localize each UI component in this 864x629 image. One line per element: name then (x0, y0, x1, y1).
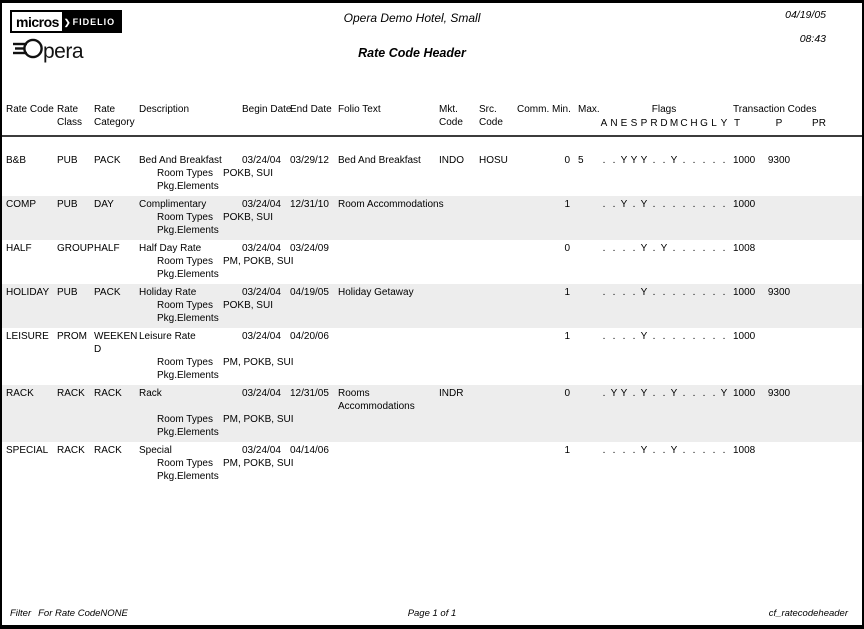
rate-code-cell: RACK (6, 388, 34, 399)
col-begin-date: Begin Date (242, 104, 292, 115)
flag-value: Y (640, 287, 648, 298)
pkg-elements-line (2, 268, 862, 281)
report-header (2, 3, 862, 99)
flag-value: . (722, 243, 726, 254)
flag-value: . (652, 388, 656, 399)
fidelio-label: FIDELIO (72, 16, 116, 27)
rate-category-cell: RACK (94, 388, 122, 399)
pkg-elements-line (2, 312, 862, 325)
min-cell: 0 (564, 155, 570, 166)
flag-value: . (632, 199, 636, 210)
description-cell: Rack (139, 388, 162, 399)
min-cell: 1 (564, 331, 570, 342)
room-types-value: POKB, SUI (222, 168, 273, 179)
txn-code-p-cell: 9300 (767, 155, 791, 166)
table-header (2, 99, 862, 137)
room-types-value: PM, POKB, SUI (222, 458, 294, 469)
flag-letter: G (700, 118, 708, 129)
pkg-elements-label: Pkg.Elements (157, 225, 219, 236)
txn-subcol-letter: P (775, 118, 783, 129)
rate-code-cell: COMP (6, 199, 36, 210)
col-flags: Flags A N E S P R D M C H G L Y (600, 104, 728, 129)
room-types-line (2, 255, 862, 268)
flag-letter: P (640, 118, 648, 129)
flag-letters-row (599, 117, 729, 130)
flag-value: . (602, 388, 606, 399)
room-types-label: Room Types (157, 414, 213, 425)
flag-letter: D (660, 118, 668, 129)
rate-category-cell: RACK (94, 445, 122, 456)
flag-value: . (622, 331, 626, 342)
report-date: 04/19/05 (785, 9, 826, 21)
description-cell: Leisure Rate (139, 331, 196, 342)
flag-value: . (722, 155, 726, 166)
flag-value: . (662, 287, 666, 298)
flag-value: . (632, 388, 636, 399)
flag-value: . (662, 199, 666, 210)
flag-value: . (692, 388, 696, 399)
pkg-elements-label: Pkg.Elements (157, 181, 219, 192)
flag-value: . (652, 155, 656, 166)
mkt-code-cell: INDO (439, 155, 464, 166)
flag-value: . (652, 243, 656, 254)
flags-cell (599, 387, 729, 400)
rate-class-cell: PUB (57, 199, 78, 210)
max-cell: 5 (578, 155, 584, 166)
end-date-cell: 04/19/05 (290, 287, 329, 298)
room-types-value: PM, POKB, SUI (222, 414, 294, 425)
flags-cell (599, 242, 729, 255)
flag-value: Y (640, 445, 648, 456)
mkt-code-cell: INDR (439, 388, 464, 399)
col-max: Max. (578, 104, 600, 115)
src-code-cell: HOSU (479, 155, 508, 166)
room-types-label: Room Types (157, 300, 213, 311)
pkg-elements-line (2, 426, 862, 439)
flags-cell (599, 330, 729, 343)
flag-value: . (602, 199, 606, 210)
rate-category-cell: WEEKEND (94, 331, 138, 355)
rate-class-cell: PROM (57, 331, 87, 342)
flag-value: Y (630, 155, 638, 166)
room-types-value: PM, POKB, SUI (222, 256, 294, 267)
flag-value: . (722, 287, 726, 298)
txn-code-t-cell: 1008 (733, 445, 756, 456)
folio-text-cell (338, 387, 437, 413)
room-types-label: Room Types (157, 168, 213, 179)
rate-code-cell: HALF (6, 243, 32, 254)
flag-value: Y (640, 199, 648, 210)
flag-value: . (692, 445, 696, 456)
flags-cell (599, 286, 729, 299)
pkg-elements-label: Pkg.Elements (157, 313, 219, 324)
begin-date-cell: 03/24/04 (242, 155, 281, 166)
flag-value: . (662, 388, 666, 399)
flag-value: . (702, 388, 706, 399)
col-comm: Comm. (517, 104, 550, 115)
rate-class-cell: GROUP (57, 243, 94, 254)
description-cell: Bed And Breakfast (139, 155, 222, 166)
flag-value: . (682, 445, 686, 456)
flag-value: . (612, 331, 616, 342)
col-rate-category: Rate Category (94, 104, 135, 128)
flag-letter: S (630, 118, 638, 129)
pkg-elements-line (2, 180, 862, 193)
flag-value: . (622, 243, 626, 254)
flag-value: . (602, 243, 606, 254)
col-mkt-code: Mkt. Code (439, 104, 463, 128)
flags-cell (599, 444, 729, 457)
col-rate-code: Rate Code (6, 104, 54, 115)
row-main-line (2, 242, 862, 255)
flag-value: . (622, 287, 626, 298)
flag-value: . (682, 243, 686, 254)
table-row (2, 385, 862, 442)
flag-value: . (662, 155, 666, 166)
rate-code-cell: HOLIDAY (6, 287, 50, 298)
pkg-elements-line (2, 224, 862, 237)
room-types-line (2, 211, 862, 224)
row-main-line (2, 444, 862, 457)
txn-subcol-letter: T (734, 118, 741, 129)
rate-class-cell: RACK (57, 388, 85, 399)
flag-letter: M (669, 118, 679, 129)
txn-letters-row (729, 117, 839, 130)
flag-value: Y (670, 445, 678, 456)
hotel-name: Opera Demo Hotel, Small (343, 11, 481, 25)
flag-value: . (612, 287, 616, 298)
flag-value: . (692, 287, 696, 298)
row-main-line (2, 154, 862, 167)
flag-value: . (632, 243, 636, 254)
flag-value: . (712, 243, 716, 254)
flag-value: . (602, 155, 606, 166)
page-number: Page 1 of 1 (407, 608, 457, 619)
flag-value: . (722, 445, 726, 456)
flag-letter: L (711, 118, 717, 129)
filter-label: Filter (10, 608, 32, 619)
flag-value: Y (610, 388, 618, 399)
flag-letter: Y (720, 118, 728, 129)
flag-value: . (612, 199, 616, 210)
description-cell: Half Day Rate (139, 243, 202, 254)
flag-value: Y (640, 155, 648, 166)
txn-subcol-letter: PR (812, 118, 826, 129)
row-main-line (2, 387, 862, 413)
flag-value: . (632, 331, 636, 342)
description-cell: Complimentary (139, 199, 207, 210)
room-types-line (2, 299, 862, 312)
flag-value: . (682, 199, 686, 210)
datetime-block (785, 9, 826, 45)
flag-value: . (702, 199, 706, 210)
report-id: cf_ratecodeheader (768, 608, 848, 619)
room-types-label: Room Types (157, 212, 213, 223)
room-types-line (2, 457, 862, 470)
description-cell: Special (139, 445, 172, 456)
min-cell: 0 (564, 243, 570, 254)
min-cell: 0 (564, 388, 570, 399)
flag-letter: H (690, 118, 698, 129)
flag-letter: N (610, 118, 618, 129)
col-src-code: Src. Code (479, 104, 503, 128)
row-main-line (2, 198, 862, 211)
folio-text-line: Room Accommodations (338, 199, 444, 210)
table-row (2, 442, 862, 486)
flag-value: . (682, 388, 686, 399)
flag-value: . (602, 445, 606, 456)
txn-code-p-cell: 9300 (767, 388, 791, 399)
pkg-elements-label: Pkg.Elements (157, 370, 219, 381)
room-types-label: Room Types (157, 256, 213, 267)
col-description: Description (139, 104, 190, 115)
flag-value: . (712, 388, 716, 399)
flag-value: . (672, 199, 676, 210)
min-cell: 1 (564, 287, 570, 298)
folio-text-line: Rooms (338, 388, 370, 399)
col-transaction-codes: Transaction Codes T P PR (729, 103, 839, 130)
row-main-line (2, 330, 862, 356)
flag-value: . (712, 331, 716, 342)
flag-value: Y (660, 243, 668, 254)
room-types-line (2, 356, 862, 369)
col-folio-text: Folio Text (338, 104, 381, 115)
end-date-cell: 12/31/10 (290, 199, 329, 210)
flags-cell (599, 198, 729, 211)
flag-value: . (682, 331, 686, 342)
flags-cell (599, 154, 729, 167)
txn-code-p-cell: 9300 (767, 287, 791, 298)
flag-value: . (692, 155, 696, 166)
flag-value: . (722, 331, 726, 342)
flag-letter: R (650, 118, 658, 129)
flag-value: . (672, 287, 676, 298)
txn-code-t-cell: 1000 (733, 287, 756, 298)
flag-value: . (662, 331, 666, 342)
end-date-cell: 03/29/12 (290, 155, 329, 166)
table-row (2, 284, 862, 328)
table-row (2, 328, 862, 385)
table-row (2, 196, 862, 240)
folio-text-cell (338, 198, 444, 211)
opera-logo-text: pera (43, 39, 84, 63)
flag-value: Y (640, 388, 648, 399)
col-end-date: End Date (290, 104, 332, 115)
rate-class-cell: PUB (57, 287, 78, 298)
filter-value: For Rate CodeNONE (38, 608, 128, 619)
flag-letter: E (620, 118, 628, 129)
table-body (2, 152, 862, 486)
begin-date-cell: 03/24/04 (242, 199, 281, 210)
pkg-elements-line (2, 369, 862, 382)
room-types-label: Room Types (157, 458, 213, 469)
txn-code-t-cell: 1008 (733, 243, 756, 254)
flag-value: . (672, 331, 676, 342)
flag-value: . (612, 445, 616, 456)
flag-value: . (712, 445, 716, 456)
pkg-elements-label: Pkg.Elements (157, 427, 219, 438)
folio-text-cell (338, 154, 437, 167)
flag-value: . (672, 243, 676, 254)
folio-text-line: Holiday Getaway (338, 287, 414, 298)
flag-value: . (712, 199, 716, 210)
flag-value: Y (620, 388, 628, 399)
flag-value: . (652, 445, 656, 456)
begin-date-cell: 03/24/04 (242, 243, 281, 254)
rate-category-cell: DAY (94, 199, 114, 210)
flag-value: . (712, 155, 716, 166)
rate-code-cell: B&B (6, 155, 27, 166)
room-types-label: Room Types (157, 357, 213, 368)
room-types-value: POKB, SUI (222, 212, 273, 223)
flag-value: . (702, 287, 706, 298)
flag-value: . (722, 199, 726, 210)
report-time: 08:43 (799, 33, 826, 45)
txn-code-t-cell: 1000 (733, 331, 756, 342)
folio-text-line: Bed And Breakfast (338, 155, 421, 166)
pkg-elements-label: Pkg.Elements (157, 471, 219, 482)
flag-value: . (662, 445, 666, 456)
table-row (2, 240, 862, 284)
rate-class-cell: RACK (57, 445, 85, 456)
room-types-line (2, 167, 862, 180)
flag-value: . (692, 199, 696, 210)
report-footer (2, 608, 862, 620)
txn-code-t-cell: 1000 (733, 388, 756, 399)
filter-block (10, 608, 128, 619)
col-rate-class: Rate Class (57, 104, 83, 128)
page-title: Rate Code Header (358, 46, 466, 60)
folio-text-cell (338, 286, 437, 299)
flag-value: Y (670, 155, 678, 166)
end-date-cell: 04/14/06 (290, 445, 329, 456)
flag-value: . (682, 287, 686, 298)
pkg-elements-line (2, 470, 862, 483)
flag-value: . (612, 155, 616, 166)
txn-code-t-cell: 1000 (733, 155, 756, 166)
flag-value: . (602, 287, 606, 298)
end-date-cell: 03/24/09 (290, 243, 329, 254)
room-types-line (2, 413, 862, 426)
flag-letter: C (680, 118, 688, 129)
flag-value: . (702, 445, 706, 456)
rate-category-cell: PACK (94, 287, 121, 298)
room-types-value: POKB, SUI (222, 300, 273, 311)
flag-value: . (692, 243, 696, 254)
flag-value: Y (670, 388, 678, 399)
description-cell: Holiday Rate (139, 287, 197, 298)
flag-value: . (612, 243, 616, 254)
begin-date-cell: 03/24/04 (242, 445, 281, 456)
table-row (2, 152, 862, 196)
rate-code-cell: LEISURE (6, 331, 49, 342)
flag-value: . (702, 155, 706, 166)
flag-value: . (652, 287, 656, 298)
flag-value: . (632, 287, 636, 298)
folio-text-line: Accommodations (338, 401, 415, 412)
flag-value: . (712, 287, 716, 298)
begin-date-cell: 03/24/04 (242, 287, 281, 298)
rate-category-cell: HALF (94, 243, 120, 254)
flag-value: . (652, 199, 656, 210)
micros-logo-text: micros (12, 12, 62, 31)
end-date-cell: 12/31/05 (290, 388, 329, 399)
flag-value: . (602, 331, 606, 342)
col-min: Min. (552, 104, 571, 115)
flag-value: . (702, 331, 706, 342)
flag-value: . (682, 155, 686, 166)
row-main-line (2, 286, 862, 299)
txn-code-t-cell: 1000 (733, 199, 756, 210)
min-cell: 1 (564, 445, 570, 456)
flag-letter: A (600, 118, 608, 129)
flag-value: . (652, 331, 656, 342)
flag-value: Y (720, 388, 728, 399)
rate-code-cell: SPECIAL (6, 445, 49, 456)
rate-category-cell: PACK (94, 155, 121, 166)
title-block (2, 11, 822, 60)
flag-value: Y (620, 199, 628, 210)
flag-value: . (622, 445, 626, 456)
rate-class-cell: PUB (57, 155, 78, 166)
flag-value: . (632, 445, 636, 456)
room-types-value: PM, POKB, SUI (222, 357, 294, 368)
begin-date-cell: 03/24/04 (242, 331, 281, 342)
flag-value: . (702, 243, 706, 254)
flag-value: Y (640, 331, 648, 342)
begin-date-cell: 03/24/04 (242, 388, 281, 399)
flag-value: . (692, 331, 696, 342)
flag-value: Y (640, 243, 648, 254)
min-cell: 1 (564, 199, 570, 210)
flag-value: Y (620, 155, 628, 166)
pkg-elements-label: Pkg.Elements (157, 269, 219, 280)
end-date-cell: 04/20/06 (290, 331, 329, 342)
